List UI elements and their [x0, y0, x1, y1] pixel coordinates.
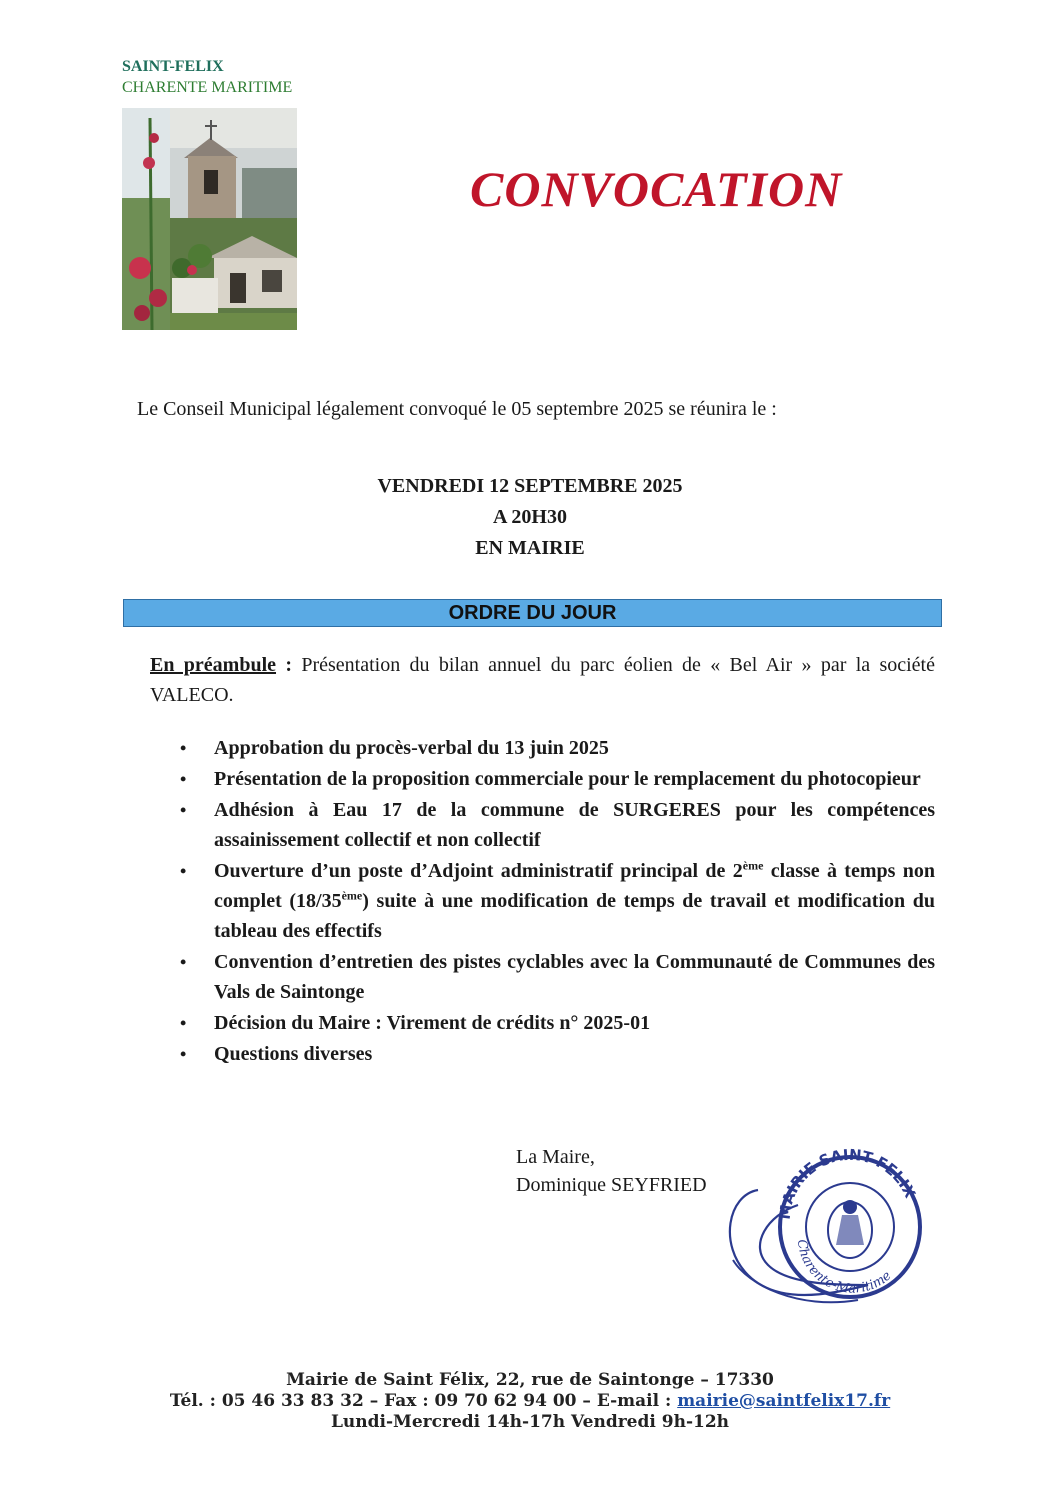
meeting-date: VENDREDI 12 SEPTEMBRE 2025 — [377, 475, 683, 497]
agenda-item — [180, 947, 935, 1007]
agenda-item-text: ) suite à une modification de temps de travail et modification du tableau des effectifs — [214, 890, 935, 942]
bullet-icon: • — [180, 1013, 187, 1033]
village-photo-collage — [122, 108, 297, 330]
document-title: CONVOCATION — [470, 161, 843, 217]
bullet-icon: • — [180, 738, 187, 758]
bullet-icon: • — [180, 1044, 187, 1064]
preamble-label: En préambule — [150, 654, 277, 676]
meeting-details — [130, 471, 930, 564]
superscript: ème — [742, 858, 764, 873]
agenda-list — [180, 733, 935, 1070]
seal-bottom-text: Charente-Maritime — [793, 1238, 895, 1297]
footer-address: Mairie de Saint Félix, 22, rue de Saintonge – 17330 — [286, 1370, 774, 1390]
agenda-heading: ORDRE DU JOUR — [448, 602, 617, 624]
bullet-icon: • — [180, 952, 187, 972]
agenda-item-text: Approbation du procès-verbal du 13 juin 2025 — [214, 737, 609, 759]
email-link[interactable]: mairie@saintfelix17.fr — [677, 1391, 891, 1411]
bullet-icon: • — [180, 769, 187, 789]
bullet-icon: • — [180, 800, 187, 820]
agenda-item-text: Convention d’entretien des pistes cyclables avec la Communauté de Communes des Vals de Saintonge — [214, 951, 935, 1003]
official-seal-stamp — [718, 1135, 948, 1315]
agenda-item — [180, 795, 935, 855]
footer-phone-fax: Tél. : 05 46 33 83 32 – Fax : 09 70 62 94 00 – E-mail : — [169, 1391, 678, 1411]
seal-icon — [718, 1135, 948, 1310]
footer-hours: Lundi-Mercredi 14h-17h Vendredi 9h-12h — [330, 1412, 730, 1432]
signature-block — [516, 1143, 707, 1199]
agenda-item — [180, 1008, 935, 1038]
agenda-item-text: Adhésion à Eau 17 de la commune de SURGERES pour les compétences assainissement collectif et non collectif — [214, 799, 935, 851]
seal-top-text: MAIRIE SAINT-FELIX — [775, 1145, 920, 1221]
agenda-item-text: Questions diverses — [214, 1043, 373, 1065]
agenda-heading-bar — [123, 599, 942, 627]
agenda-item — [180, 764, 935, 794]
agenda-item — [180, 733, 935, 763]
agenda-item-text: Ouverture d’un poste d’Adjoint administratif principal de 2 — [214, 860, 743, 882]
signer-role: La Maire, — [516, 1146, 595, 1168]
agenda-item — [180, 856, 935, 946]
agenda-item-text: Présentation de la proposition commerciale pour le remplacement du photocopieur — [214, 768, 921, 790]
town-region: CHARENTE MARITIME — [122, 79, 293, 96]
footer-contact — [130, 1391, 930, 1412]
signer-name: Dominique SEYFRIED — [516, 1174, 707, 1196]
agenda-item-text: classe à temps non complet (18/35 — [214, 860, 935, 912]
agenda-item-text: Décision du Maire : Virement de crédits n° 2025-01 — [214, 1012, 651, 1034]
village-photo-illustration — [122, 108, 297, 330]
preamble-text: Présentation du bilan annuel du parc éolien de « Bel Air » par la société VALECO. — [150, 654, 935, 706]
superscript: ème — [341, 888, 363, 903]
preamble — [150, 650, 935, 710]
bullet-icon: • — [180, 861, 187, 881]
meeting-time: A 20H30 — [493, 506, 567, 528]
intro-text: Le Conseil Municipal légalement convoqué le 05 septembre 2025 se réunira le : — [137, 398, 777, 420]
footer — [130, 1370, 930, 1433]
town-name: SAINT-FELIX — [122, 58, 224, 75]
meeting-place: EN MAIRIE — [475, 537, 585, 559]
agenda-item — [180, 1039, 935, 1069]
preamble-colon: : — [276, 654, 292, 676]
